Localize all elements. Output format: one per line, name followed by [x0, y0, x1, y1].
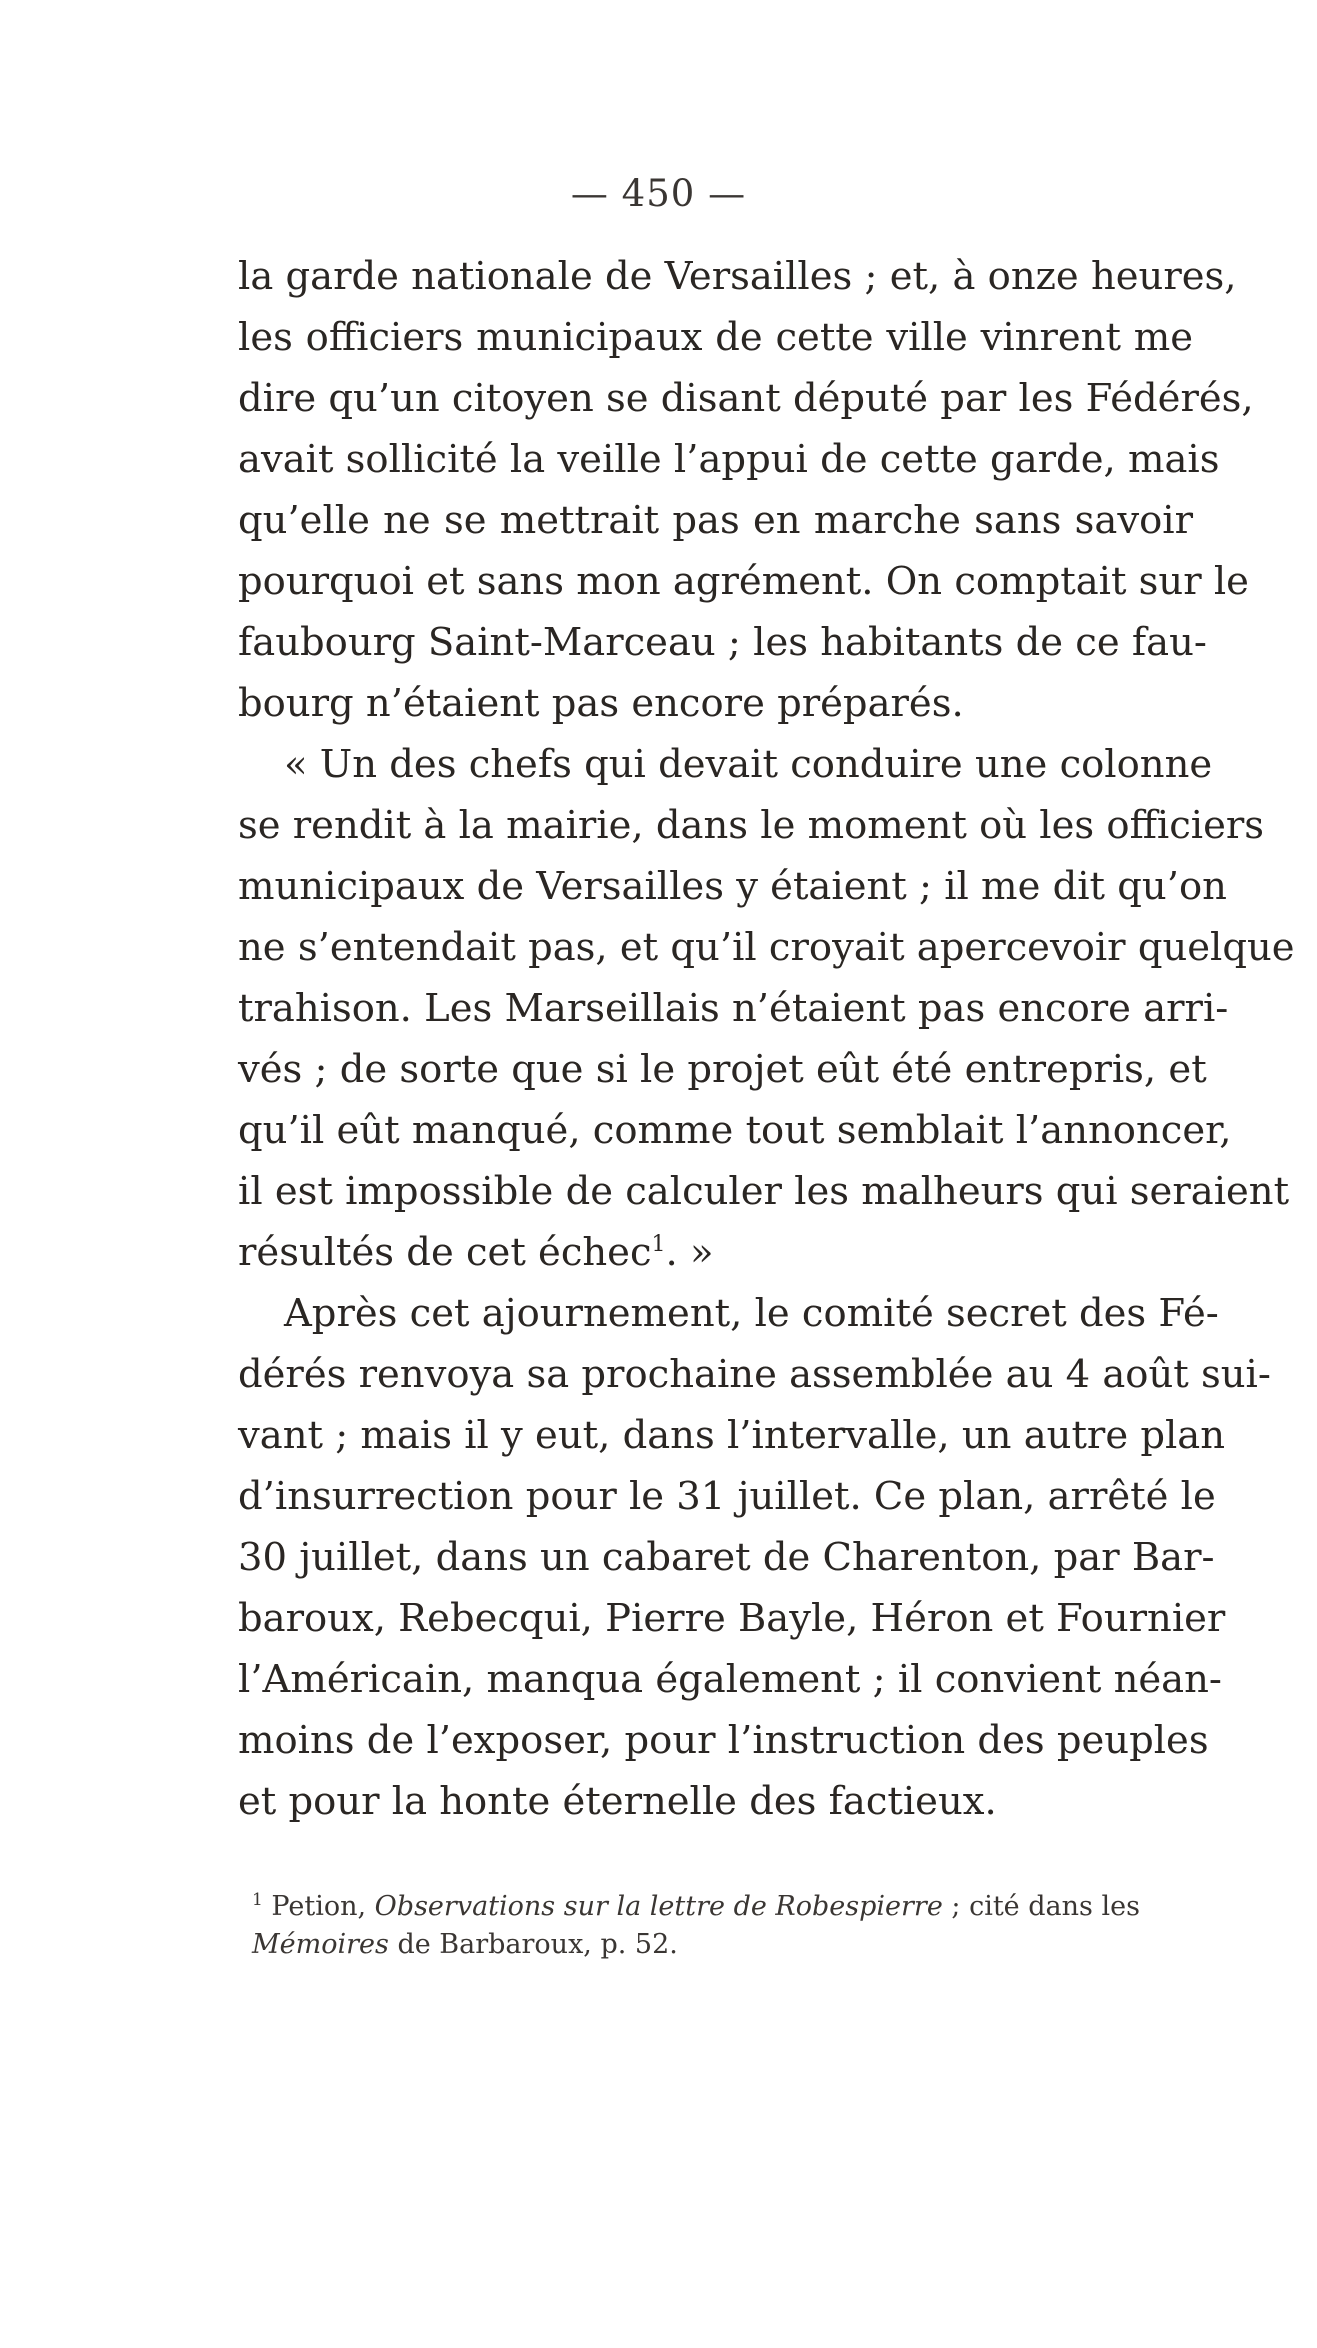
text-line: qu’il eût manqué, comme tout semblait l’annoncer,: [238, 1108, 1232, 1153]
text-line: municipaux de Versailles y étaient ; il me dit qu’on: [238, 864, 1227, 909]
text-line: trahison. Les Marseillais n’étaient pas encore arri-: [238, 986, 1229, 1031]
text-line: dire qu’un citoyen se disant député par les Fédérés,: [238, 376, 1254, 421]
text-line: ne s’entendait pas, et qu’il croyait apercevoir quelque: [238, 925, 1295, 970]
text-line: d’insurrection pour le 31 juillet. Ce plan, arrêté le: [238, 1474, 1216, 1519]
text-line: moins de l’exposer, pour l’instruction des peuples: [238, 1718, 1209, 1763]
footnote: [252, 1888, 1212, 1964]
text-line: dérés renvoya sa prochaine assemblée au 4 août sui-: [238, 1352, 1271, 1397]
text-line: bourg n’étaient pas encore préparés.: [238, 681, 964, 726]
footnote-reference: 1: [651, 1232, 666, 1258]
text-line: vant ; mais il y eut, dans l’intervalle, un autre plan: [238, 1413, 1226, 1458]
text-line: les officiers municipaux de cette ville vinrent me: [238, 315, 1193, 360]
text-line: l’Américain, manqua également ; il convient néan-: [238, 1657, 1222, 1702]
text-line: [238, 1222, 1193, 1283]
text-line: avait sollicité la veille l’appui de cette garde, mais: [238, 437, 1220, 482]
footnote-work-title-2: Mémoires: [252, 1929, 389, 1960]
text-line: faubourg Saint-Marceau ; les habitants de ce fau-: [238, 620, 1207, 665]
text-line: il est impossible de calculer les malheurs qui seraient: [238, 1169, 1290, 1214]
footnote-mark: 1: [252, 1890, 263, 1910]
text-line: se rendit à la mairie, dans le moment où les officiers: [238, 803, 1265, 848]
text-line: « Un des chefs qui devait conduire une colonne: [284, 742, 1213, 787]
text-line: 30 juillet, dans un cabaret de Charenton, par Bar-: [238, 1535, 1215, 1580]
footnote-author: Petion,: [271, 1891, 375, 1922]
text-line: pourquoi et sans mon agrément. On comptait sur le: [238, 559, 1249, 604]
page-number: — 450 —: [570, 172, 747, 215]
text-line: la garde nationale de Versailles ; et, à onze heures,: [238, 254, 1237, 299]
text-line: qu’elle ne se mettrait pas en marche sans savoir: [238, 498, 1193, 543]
text-line-segment: résultés de cet échec: [238, 1230, 652, 1275]
footnote-work-title: Observations sur la lettre de Robespierre: [374, 1891, 943, 1922]
text-line: vés ; de sorte que si le projet eût été entrepris, et: [238, 1047, 1207, 1092]
footnote-text: ; cité dans les: [942, 1891, 1140, 1922]
text-line-segment: . »: [665, 1230, 714, 1275]
body-text: [238, 246, 1295, 1832]
text-line: baroux, Rebecqui, Pierre Bayle, Héron et Fournier: [238, 1596, 1226, 1641]
footnote-text: de Barbaroux, p. 52.: [388, 1929, 678, 1960]
text-line: et pour la honte éternelle des factieux.: [238, 1779, 997, 1824]
text-line: Après cet ajournement, le comité secret des Fé-: [284, 1291, 1219, 1336]
